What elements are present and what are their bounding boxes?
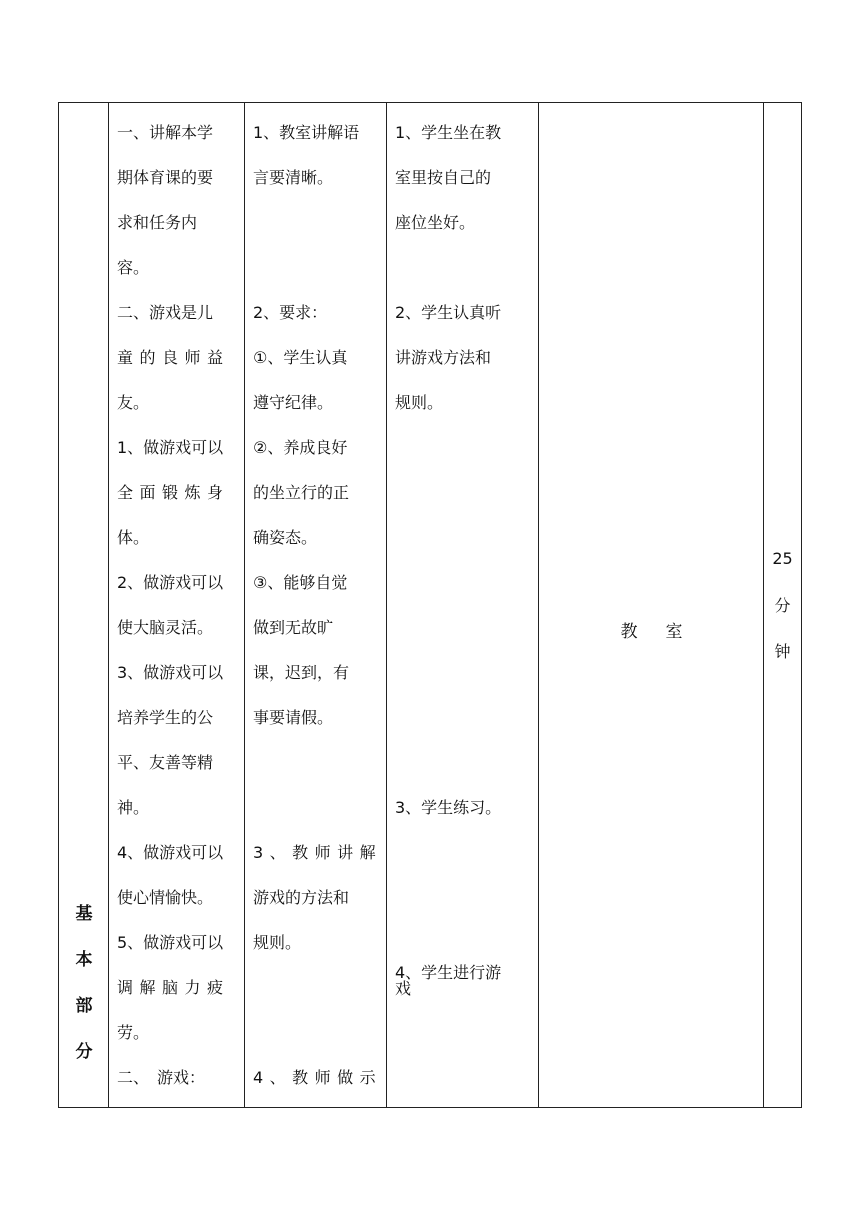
section-char: 分 <box>75 1042 93 1062</box>
student-column <box>387 103 539 1107</box>
teacher-line: 规则。 <box>253 933 302 952</box>
student-line: 1、学生坐在教 <box>395 123 502 142</box>
section-char: 基 <box>75 904 93 924</box>
content-line: 容。 <box>117 258 150 277</box>
place-column <box>539 103 764 1107</box>
teacher-line: 事要请假。 <box>253 708 334 727</box>
content-line: 全面锻炼身 <box>117 483 230 502</box>
teacher-line: ②、养成良好 <box>253 438 348 457</box>
teacher-line: ①、学生认真 <box>253 348 348 367</box>
content-line: 体。 <box>117 528 150 547</box>
teacher-line: 做到无故旷 <box>253 618 334 637</box>
section-char: 部 <box>75 996 93 1016</box>
teacher-line: 遵守纪律。 <box>253 393 334 412</box>
content-line: 使大脑灵活。 <box>117 618 214 637</box>
section-column <box>59 103 109 1107</box>
content-line: 期体育课的要 <box>117 168 214 187</box>
teacher-line: 4、教师做示 <box>253 1068 383 1087</box>
content-line: 劳。 <box>117 1023 150 1042</box>
teacher-column <box>245 103 387 1107</box>
content-column <box>109 103 245 1107</box>
teacher-line: 的坐立行的正 <box>253 483 350 502</box>
time-unit-char: 分 <box>774 596 791 615</box>
teacher-line: 2、要求： <box>253 303 328 322</box>
teacher-line: 游戏的方法和 <box>253 888 350 907</box>
student-line: 2、学生认真听 <box>395 303 502 322</box>
student-line: 规则。 <box>395 393 444 412</box>
content-line: 2、做游戏可以 <box>117 573 224 592</box>
student-line: 讲游戏方法和 <box>395 348 492 367</box>
time-unit-char: 钟 <box>774 642 791 661</box>
content-line: 1、做游戏可以 <box>117 438 224 457</box>
student-line: 戏 <box>395 979 412 998</box>
teacher-line: 课，迟到，有 <box>253 663 350 682</box>
teacher-line: 1、教室讲解语 <box>253 123 360 142</box>
content-line: 使心情愉快。 <box>117 888 214 907</box>
time-column <box>764 103 801 1107</box>
content-line: 培养学生的公 <box>117 708 214 727</box>
content-line: 平、友善等精 <box>117 753 214 772</box>
student-line: 室里按自己的 <box>395 168 492 187</box>
lesson-table <box>58 102 802 1108</box>
content-line: 童的良师益 <box>117 348 230 367</box>
content-line: 4、做游戏可以 <box>117 843 224 862</box>
content-line: 二、游戏是儿 <box>117 303 214 322</box>
student-line: 3、学生练习。 <box>395 798 502 817</box>
content-line: 求和任务内 <box>117 213 198 232</box>
student-line: 座位坐好。 <box>395 213 476 232</box>
section-char: 本 <box>75 950 93 970</box>
content-line: 调解脑力疲 <box>117 978 230 997</box>
teacher-line: 言要清晰。 <box>253 168 334 187</box>
student-line: 4、学生进行游 <box>395 963 502 982</box>
teacher-line: 3、教师讲解 <box>253 843 383 862</box>
content-line: 一、讲解本学 <box>117 123 214 142</box>
content-line: 友。 <box>117 393 150 412</box>
content-line: 神。 <box>117 798 150 817</box>
teacher-line: ③、能够自觉 <box>253 573 348 592</box>
content-line: 3、做游戏可以 <box>117 663 224 682</box>
place-label: 教室 <box>620 622 711 642</box>
time-value: 25 <box>772 549 793 568</box>
content-line: 二、 游戏： <box>117 1068 206 1087</box>
teacher-line: 确姿态。 <box>253 528 318 547</box>
content-line: 5、做游戏可以 <box>117 933 224 952</box>
